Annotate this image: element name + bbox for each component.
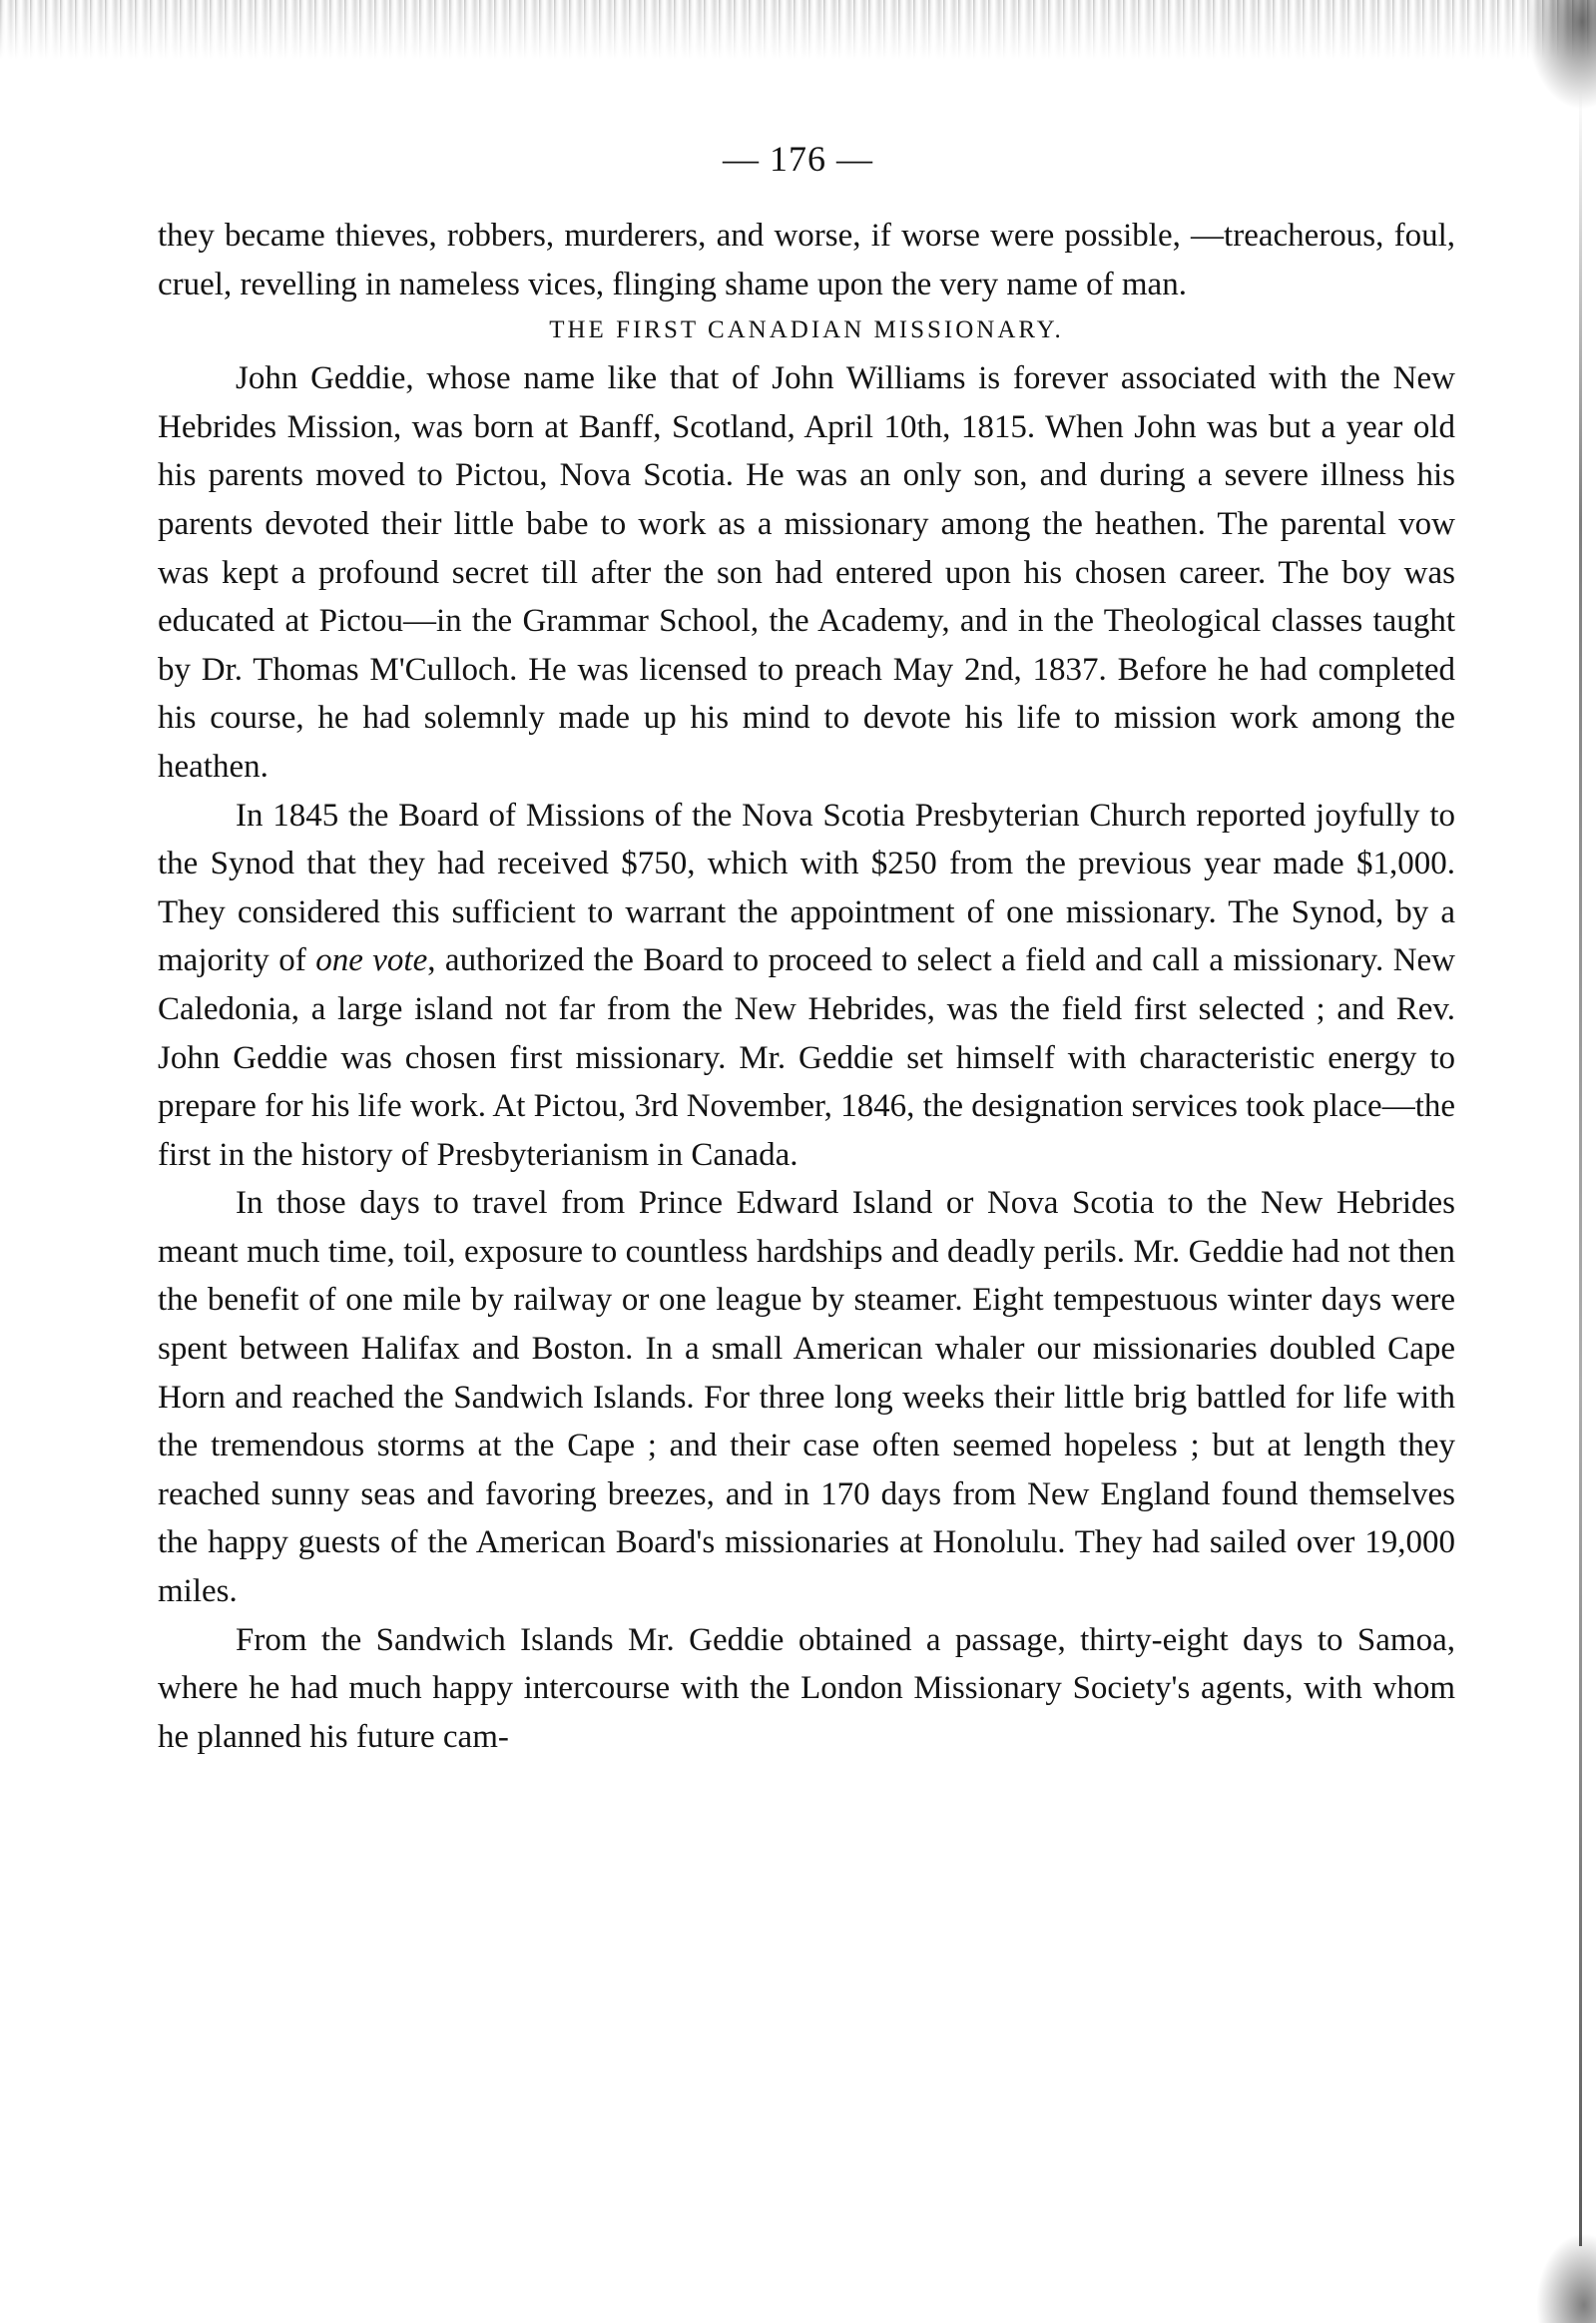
- paragraph-board-of-missions: [158, 792, 1455, 1180]
- scan-corner-bottom-right: [1536, 2233, 1596, 2323]
- page-body: [158, 212, 1455, 1761]
- section-heading: THE FIRST CANADIAN MISSIONARY.: [549, 316, 1064, 344]
- emphasis-one-vote: one vote: [315, 942, 428, 979]
- paragraph-voyage: In those days to travel from Prince Edward Island or Nova Scotia to the New Hebrides meant much time, toil, exposure to countless hardships and deadly perils. Mr. Geddie had not then the benefit of one mile by railway or one league by steamer. Eight tempestuous winter days were spent between Halifax and Boston. In a small American whaler our missionaries doubled Cape Horn and reached the Sandwich Islands. For three long weeks their little brig battled for life with the tremendous storms at the Cape ; and their case often seemed hopeless ; but at length they reached sunny seas and favoring breezes, and in 170 days from New England found themselves the happy guests of the American Board's missionaries at Honolulu. They had sailed over 19,000 miles.: [158, 1185, 1455, 1610]
- scan-edge-top: [0, 0, 1596, 60]
- paragraph-geddie-biography: John Geddie, whose name like that of John Williams is forever associated with the New Hebrides Mission, was born at Banff, Scotland, April 10th, 1815. When John was but a year old his parents moved to Pictou, Nova Scotia. He was an only son, and during a severe illness his parents devoted their little babe to work as a missionary among the heathen. The parental vow was kept a profound secret till after the son had entered upon his chosen career. The boy was educated at Pictou—in the Grammar School, the Academy, and in the Theological classes taught by Dr. Thomas M'Culloch. He was licensed to preach May 2nd, 1837. Before he had completed his course, he had solemnly made up his mind to devote his life to mission work among the heathen.: [158, 360, 1455, 785]
- paragraph-samoa: From the Sandwich Islands Mr. Geddie obtained a passage, thirty-eight days to Samoa, where he had much happy intercourse with the London Missionary Society's agents, with whom he planned his future cam-: [158, 1621, 1455, 1755]
- paragraph-continued: they became thieves, robbers, murderers, and worse, if worse were possible, —treacherous, foul, cruel, revelling in nameless vices, flinging shame upon the very name of man.: [158, 218, 1455, 302]
- paragraph-text: , authorized the Board to proceed to select a field and call a missionary. New Caledonia, a large island not far from the New Hebrides, was the field first selected ; and Rev. John Geddie was chosen first missionary. Mr. Geddie set himself with characteristic energy to prepare for his life work. At Pictou, 3rd November, 1846, the designation services took place—the first in the history of Presbyterianism in Canada.: [158, 942, 1456, 1173]
- paragraph-text: In 1845 the Board of Missions of the Nova Scotia Presbyterian Church reported joyfully to the Synod that they had received $750, which with $250 from the previous year made $1,000. They considered this sufficient to warrant the appointment of one missionary. The Synod, by a majority of: [158, 797, 1455, 979]
- scan-edge-right: [1579, 90, 1582, 2246]
- scan-corner-top-right: [1526, 0, 1596, 110]
- page-number: — 176 —: [723, 139, 873, 179]
